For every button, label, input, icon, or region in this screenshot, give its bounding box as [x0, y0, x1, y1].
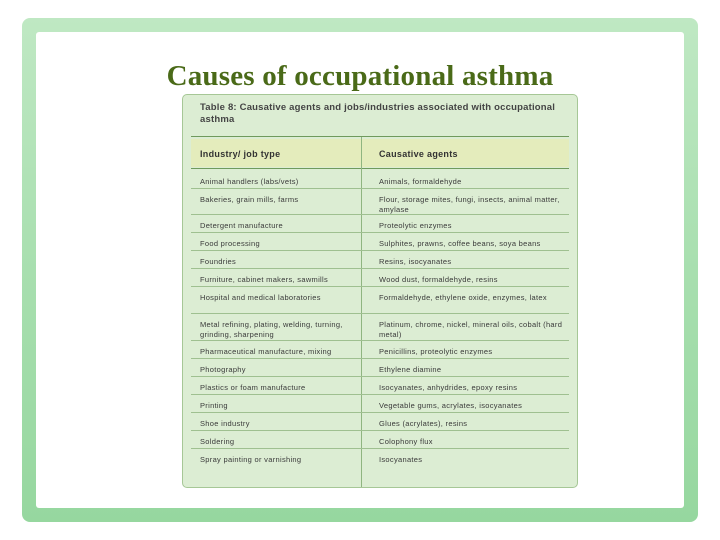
slide-frame	[22, 18, 698, 522]
row-separator	[191, 188, 569, 189]
cell-causative-agents: Animals, formaldehyde	[379, 177, 462, 186]
column-divider	[361, 137, 362, 487]
table-caption: Table 8: Causative agents and jobs/industries associated with occupational asthma	[200, 102, 556, 125]
row-separator	[191, 340, 569, 341]
row-separator	[191, 214, 569, 215]
cell-causative-agents: Formaldehyde, ethylene oxide, enzymes, latex	[379, 293, 547, 302]
cell-industry: Spray painting or varnishing	[200, 455, 302, 464]
slide-title: Causes of occupational asthma	[166, 60, 554, 92]
cell-causative-agents: Isocyanates	[379, 455, 423, 464]
cell-causative-agents: Flour, storage mites, fungi, insects, animal matter, amylase	[379, 195, 560, 214]
row-separator	[191, 268, 569, 269]
cell-causative-agents: Platinum, chrome, nickel, mineral oils, cobalt (hard metal)	[379, 320, 563, 339]
cell-causative-agents: Sulphites, prawns, coffee beans, soya beans	[379, 239, 541, 248]
slide-content	[36, 32, 684, 508]
cell-causative-agents: Isocyanates, anhydrides, epoxy resins	[379, 383, 518, 392]
cell-causative-agents: Glues (acrylates), resins	[379, 419, 468, 428]
cell-industry: Animal handlers (labs/vets)	[200, 177, 299, 186]
cell-causative-agents: Colophony flux	[379, 437, 433, 446]
row-separator	[191, 394, 569, 395]
cell-causative-agents: Wood dust, formaldehyde, resins	[379, 275, 498, 284]
cell-industry: Food processing	[200, 239, 260, 248]
cell-causative-agents: Ethylene diamine	[379, 365, 442, 374]
row-separator	[191, 412, 569, 413]
cell-industry: Furniture, cabinet makers, sawmills	[200, 275, 329, 284]
row-separator	[191, 286, 569, 287]
caption-rule	[191, 136, 569, 137]
row-separator	[191, 313, 569, 314]
cell-industry: Bakeries, grain mills, farms	[200, 195, 299, 204]
header-rule	[191, 168, 569, 169]
row-separator	[191, 250, 569, 251]
cell-industry: Plastics or foam manufacture	[200, 383, 306, 392]
cell-industry: Photography	[200, 365, 246, 374]
cell-industry: Printing	[200, 401, 228, 410]
cell-industry: Soldering	[200, 437, 235, 446]
header-causative-agents: Causative agents	[379, 149, 458, 159]
cell-industry: Metal refining, plating, welding, turning, grinding, sharpening	[200, 320, 343, 339]
cell-causative-agents: Proteolytic enzymes	[379, 221, 452, 230]
row-separator	[191, 358, 569, 359]
cell-industry: Shoe industry	[200, 419, 250, 428]
occupational-asthma-table	[182, 94, 578, 488]
row-separator	[191, 376, 569, 377]
row-separator	[191, 430, 569, 431]
cell-industry: Foundries	[200, 257, 237, 266]
cell-causative-agents: Resins, isocyanates	[379, 257, 452, 266]
cell-industry: Hospital and medical laboratories	[200, 293, 321, 302]
cell-industry: Pharmaceutical manufacture, mixing	[200, 347, 332, 356]
cell-causative-agents: Penicillins, proteolytic enzymes	[379, 347, 493, 356]
header-industry: Industry/ job type	[200, 149, 281, 159]
row-separator	[191, 448, 569, 449]
row-separator	[191, 232, 569, 233]
cell-industry: Detergent manufacture	[200, 221, 284, 230]
cell-causative-agents: Vegetable gums, acrylates, isocyanates	[379, 401, 523, 410]
